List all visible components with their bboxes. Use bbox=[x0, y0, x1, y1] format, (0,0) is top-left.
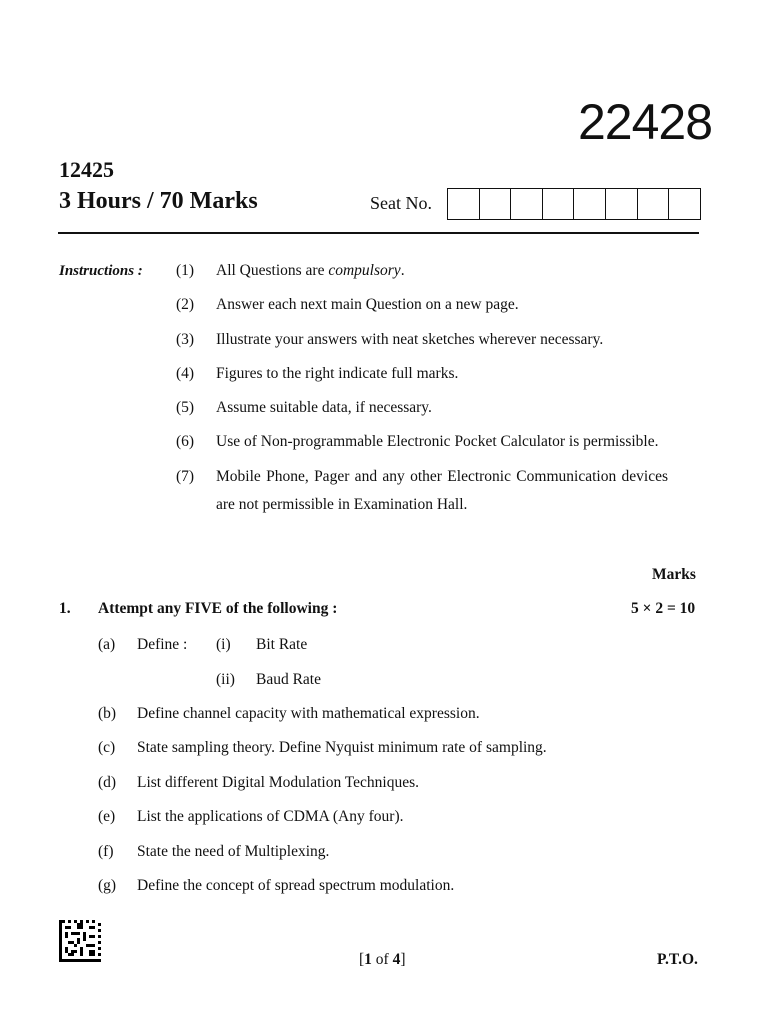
instructions-label: Instructions : bbox=[59, 263, 143, 279]
instruction-item bbox=[176, 330, 706, 350]
instruction-number: (3) bbox=[176, 330, 195, 348]
instruction-item bbox=[176, 432, 706, 452]
instruction-number: (5) bbox=[176, 399, 195, 417]
instruction-text: Answer each next main Question on a new page. bbox=[216, 296, 519, 314]
instruction-number: (6) bbox=[176, 433, 195, 451]
subquestion-text: Define channel capacity with mathematical expression. bbox=[137, 705, 480, 722]
instruction-number: (7) bbox=[176, 467, 195, 485]
header-divider bbox=[58, 232, 699, 234]
subquestion-label: (g) bbox=[98, 877, 117, 894]
subpart-text: Bit Rate bbox=[256, 636, 308, 653]
seat-digit-box[interactable] bbox=[511, 189, 543, 219]
subpart-label: (i) bbox=[216, 636, 231, 653]
subquestion-label: (d) bbox=[98, 774, 117, 791]
subquestion-label: (e) bbox=[98, 808, 116, 825]
question-marks: 5 × 2 = 10 bbox=[631, 600, 696, 617]
instruction-text: Illustrate your answers with neat sketches wherever necessary. bbox=[216, 330, 604, 348]
seat-digit-box[interactable] bbox=[574, 189, 606, 219]
instruction-item bbox=[176, 467, 706, 519]
instruction-item bbox=[176, 261, 706, 281]
page-indicator bbox=[359, 950, 406, 970]
instruction-text: Use of Non-programmable Electronic Pocket Calculator is permissible. bbox=[216, 433, 659, 451]
page-bracket-close: ] bbox=[400, 951, 406, 968]
subpart-text: Baud Rate bbox=[256, 671, 321, 688]
subquestion-label: (f) bbox=[98, 843, 114, 860]
instruction-number: (2) bbox=[176, 296, 195, 314]
subquestion-text: State sampling theory. Define Nyquist minimum rate of sampling. bbox=[137, 739, 547, 756]
subquestion-label: (b) bbox=[98, 705, 117, 722]
seat-digit-box[interactable] bbox=[543, 189, 575, 219]
question-text: Attempt any FIVE of the following : bbox=[98, 600, 338, 617]
question-number: 1. bbox=[59, 600, 71, 617]
page-bracket-open: [ bbox=[359, 951, 365, 968]
page-total: 4 bbox=[392, 951, 401, 968]
instruction-text: Mobile Phone, Pager and any other Electronic Communication devices are not permissible in Examination Hall. bbox=[216, 467, 668, 513]
subpart-label: (ii) bbox=[216, 671, 235, 688]
paper-code: 22428 bbox=[578, 94, 713, 150]
seat-number-label: Seat No. bbox=[370, 193, 432, 213]
subquestion-text: List different Digital Modulation Techniques. bbox=[137, 774, 420, 791]
subquestion-label: (c) bbox=[98, 739, 116, 756]
subquestion-text: Define the concept of spread spectrum modulation. bbox=[137, 877, 455, 894]
instruction-text-end: . bbox=[400, 262, 405, 279]
subquestion-text: State the need of Multiplexing. bbox=[137, 843, 330, 860]
instruction-text-emphasis: compulsory bbox=[328, 262, 401, 279]
instruction-text: Figures to the right indicate full marks. bbox=[216, 364, 459, 382]
datamatrix-barcode-icon bbox=[59, 920, 101, 962]
duration-marks: 3 Hours / 70 Marks bbox=[59, 188, 258, 214]
instruction-number: (4) bbox=[176, 364, 195, 382]
seat-digit-box[interactable] bbox=[638, 189, 670, 219]
instruction-item bbox=[176, 364, 706, 384]
seat-digit-box[interactable] bbox=[669, 189, 701, 219]
subquestion-prefix: Define : bbox=[137, 636, 188, 653]
instruction-number: (1) bbox=[176, 262, 195, 279]
instruction-text-start: All Questions are bbox=[216, 262, 329, 279]
seat-digit-box[interactable] bbox=[448, 189, 480, 219]
seat-number-boxes[interactable] bbox=[447, 188, 701, 220]
subquestion-label: (a) bbox=[98, 636, 116, 653]
subject-code: 12425 bbox=[59, 157, 114, 182]
seat-digit-box[interactable] bbox=[480, 189, 512, 219]
seat-digit-box[interactable] bbox=[606, 189, 638, 219]
page-of: of bbox=[371, 951, 393, 968]
page-current: 1 bbox=[364, 951, 372, 968]
pto-label: P.T.O. bbox=[657, 951, 698, 968]
instruction-item bbox=[176, 398, 706, 418]
marks-column-heading: Marks bbox=[652, 566, 696, 583]
subquestion-text: List the applications of CDMA (Any four). bbox=[137, 808, 404, 825]
instruction-text: Assume suitable data, if necessary. bbox=[216, 399, 432, 417]
instruction-item bbox=[176, 295, 706, 315]
instruction-text bbox=[216, 261, 668, 281]
instructions-list bbox=[176, 261, 706, 533]
